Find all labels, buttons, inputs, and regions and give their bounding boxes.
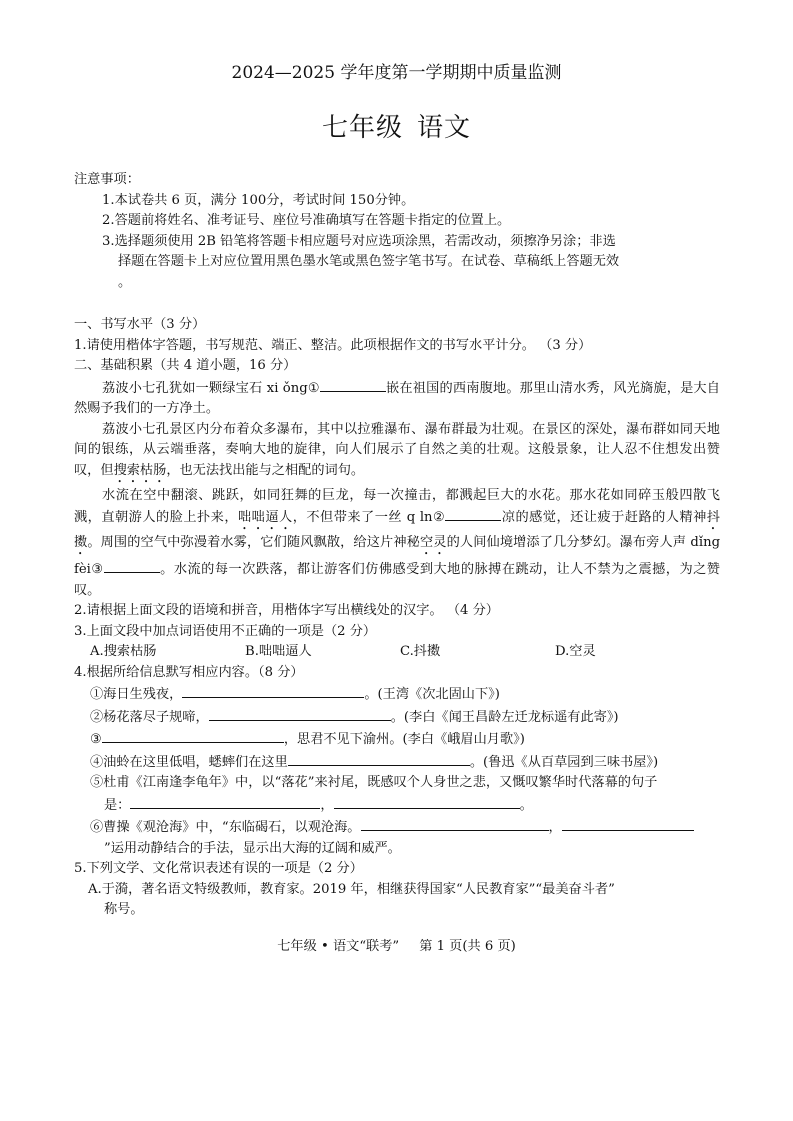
dictation-blank[interactable] (334, 794, 520, 809)
question-1: 1.请使用楷体字答题，书写规范、端正、整洁。此项根据作文的书写水平计分。 （3 分） (74, 337, 592, 353)
passage-text: ，也无法找出能与之相配的词句。 (166, 462, 365, 478)
option-a[interactable]: A.搜索枯肠 (90, 644, 157, 659)
passage-paragraph-1 (74, 377, 720, 420)
question-3: 3.上面文段中加点词语使用不正确的一项是（2 分） (74, 623, 377, 639)
dictation-blank[interactable] (562, 816, 694, 831)
passage-text: 荔波小七孔景区内分布着众多瀑布，其中以拉雅瀑布、瀑布群最为壮观。在景区的深处，瀑布群如同天地间的银练，从云端垂落，奏响大地的旋律，向人们展示了自然之美的壮观。这般景象，让人忍不住想发出赞叹，但 (74, 421, 720, 478)
dotted-word: 咄咄逼人 (238, 510, 293, 525)
question-4: 4.根据所给信息默写相应内容。（8 分） (74, 664, 304, 680)
note-item: 。 (118, 274, 132, 290)
section1-heading: 一、书写水平（3 分） (74, 317, 206, 332)
answer-blank-1[interactable] (320, 377, 386, 392)
dictation-blank[interactable] (130, 794, 320, 809)
dictation-blank[interactable] (102, 728, 284, 743)
dictation-blank[interactable] (182, 683, 364, 698)
notes-heading: 注意事项： (74, 172, 140, 187)
dotted-word: 抖擞 (74, 510, 720, 550)
grade-label: 七年级 (321, 113, 403, 143)
dictation-text: ①海日生残夜， (90, 687, 183, 702)
passage-paragraph-3 (74, 486, 720, 602)
passage-paragraph-2 (74, 420, 720, 486)
passage-text: 嵌在祖国的西南腹地。那里山清水秀，风光旖旎，是大自然赐予我们的一方净土。 (74, 380, 720, 416)
subject-title (0, 110, 793, 146)
question-5-option-a-cont: 称号。 (104, 902, 144, 917)
question-5-option-a[interactable]: A.于漪，著名语文特级教师，教育家。2019 年，相继获得国家“人民教育家”“最美奋斗者” (88, 881, 615, 897)
dictation-text: ， (320, 797, 334, 813)
dictation-blank[interactable] (361, 816, 549, 831)
option-d[interactable]: D.空灵 (555, 644, 596, 659)
subject-label: 语文 (417, 113, 472, 143)
footer-subject: 七年级 • 语文“联考” (277, 939, 400, 954)
note-item: 2.答题前将姓名、准考证号、座位号准确填写在答题卡指定的位置上。 (102, 213, 511, 228)
dictation-source: 。(鲁迅《从百草园到三味书屋》) (469, 754, 659, 770)
dictation-source: 。(李白《闻王昌龄左迁龙标遥有此寄》) (390, 709, 619, 725)
section2-heading: 二、基础积累（共 4 道小题，16 分） (74, 358, 297, 373)
dotted-word: 空灵 (419, 535, 447, 550)
question-3-options (74, 642, 720, 663)
note-item: 3.选择题须使用 2B 铅笔将答题卡相应题号对应选项涂黑，若需改动，须擦净另涂；非选 (102, 233, 616, 249)
dictation-text: 是： (104, 797, 131, 813)
passage-text: 的人间仙境增添了几分梦幻。瀑布旁人声 dǐng fèi③ (74, 535, 721, 577)
dotted-word: 搜索枯肠 (113, 462, 167, 478)
passage-text: 。水流的每一次跌落，都让游客们仿佛感受到大地的脉搏在跳动，让人不禁为之震撼，为之赞叹。 (74, 562, 720, 598)
footer-page-number: 第 1 页(共 6 页) (419, 939, 516, 954)
dictation-text: ， (548, 820, 562, 835)
question-2: 2.请根据上面文段的语境和拼音，用楷体字写出横线处的汉字。 （4 分） (74, 603, 499, 618)
passage-text: 水流在空中翻滚、跳跃，如同狂舞的巨龙，每一次撞击，都溅起巨大的水花。那水花如同碎玉般四散飞溅，直朝游人的脸上扑来， (74, 487, 720, 525)
dictation-line-5: ⑤杜甫《江南逢李龟年》中，以“落花”来衬尾，既感叹个人身世之悲，又慨叹繁华时代落幕的句子 (90, 775, 658, 790)
dictation-line-3 (74, 728, 720, 751)
dictation-line-6-cont: ”运用动静结合的手法，显示出大海的辽阔和威严。 (104, 840, 401, 856)
dictation-line-4 (74, 751, 720, 774)
option-b[interactable]: B.咄咄逼人 (245, 644, 312, 659)
answer-blank-3[interactable] (104, 558, 160, 573)
question-5: 5.下列文学、文化常识表述有误的一项是（2 分） (74, 861, 363, 876)
exam-body (74, 170, 720, 921)
dictation-text: ④油蛉在这里低唱，蟋蟀们在这里 (90, 754, 288, 770)
dictation-text: 。 (519, 797, 533, 813)
note-item: 择题在答题卡上对应位置用黑色墨水笔或黑色签字笔书写。在试卷、草稿纸上答题无效 (118, 254, 620, 269)
exam-title: 2024—2025 学年度第一学期期中质量监测 (231, 63, 562, 83)
dictation-source: 。(王湾《次北固山下》) (364, 687, 500, 702)
dictation-text: ⑥曹操《观沧海》中，“东临碣石，以观沧海。 (90, 820, 361, 835)
dictation-blank[interactable] (288, 751, 470, 766)
dictation-text: ③ (90, 732, 102, 747)
dictation-source: ，思君不见下渝州。(李白《峨眉山月歌》) (283, 732, 525, 747)
passage-text: 荔波小七孔犹如一颗绿宝石 xi ǒng① (102, 380, 320, 396)
passage-text: ，不但带来了一丝 q ln② (292, 510, 446, 525)
dictation-line-5-answer (74, 794, 720, 817)
dictation-blank[interactable] (209, 706, 391, 721)
dictation-line-1 (74, 683, 720, 706)
dictation-line-2 (74, 706, 720, 729)
option-c[interactable]: C.抖擞 (400, 644, 441, 659)
dictation-line-6 (74, 816, 720, 839)
answer-blank-2[interactable] (445, 506, 501, 521)
page-footer (0, 937, 793, 958)
note-item: 1.本试卷共 6 页，满分 100分，考试时间 150分钟。 (102, 192, 415, 208)
dictation-text: ②杨花落尽子规啼， (90, 709, 209, 725)
passage-text: 。周围的空气中弥漫着水雾，它们随风飘散，给这片神秘 (87, 535, 420, 550)
passage-text: 凉的感觉，还让疲于赶路的人精神 (501, 510, 707, 525)
